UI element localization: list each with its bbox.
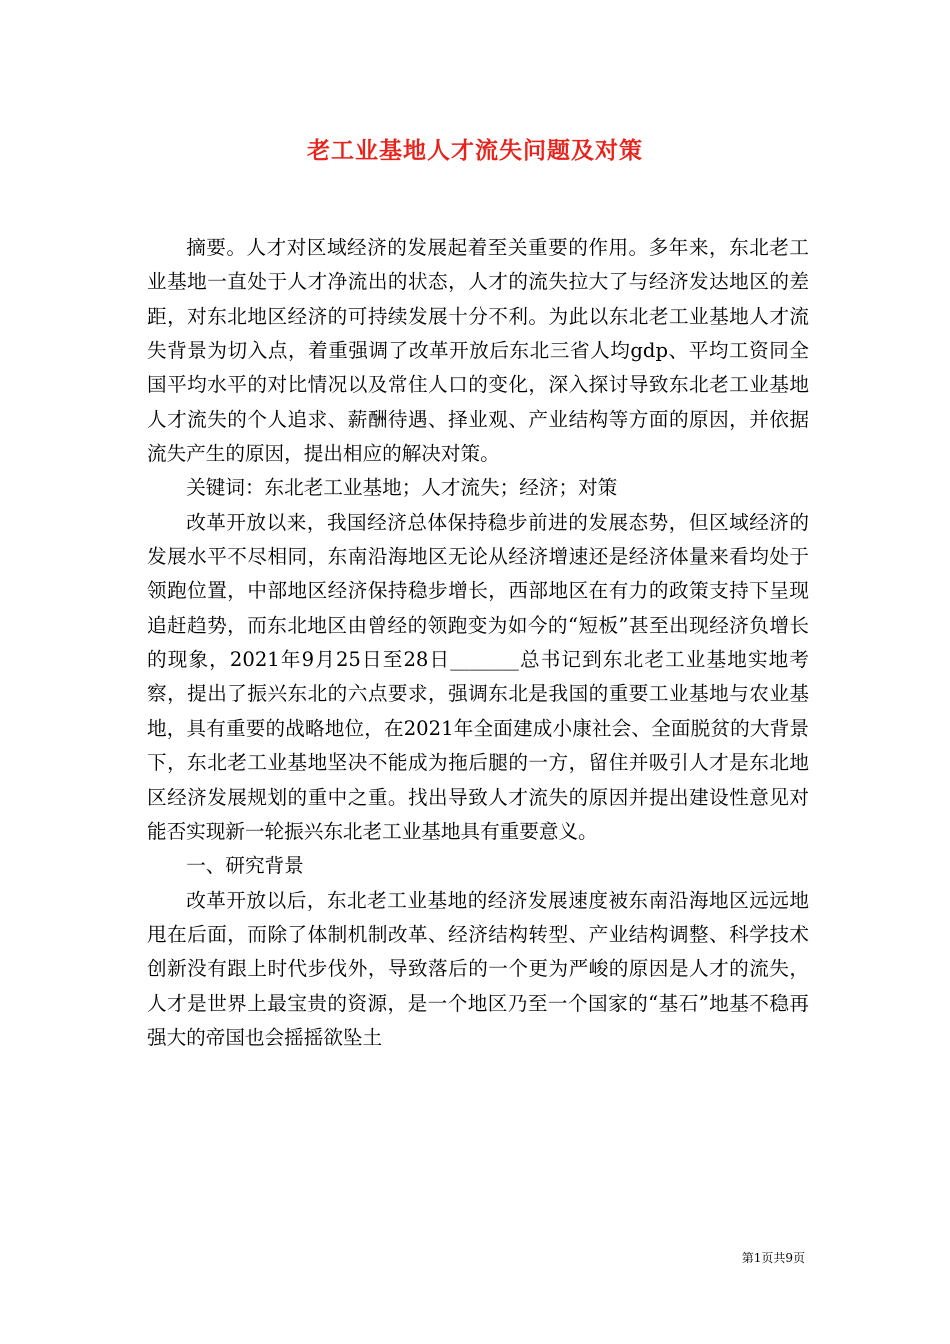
intro-paragraph: 改革开放以来，我国经济总体保持稳步前进的发展态势，但区域经济的发展水平不尽相同，东南沿海地区无论从经济增速还是经济体量来看均处于领跑位置，中部地区经济保持稳步增长，西部地区在有力的政策支持下呈现追赶趋势，而东北地区由曾经的领跑变为如今的“短板”甚至出现经济负增长的现象，2021年9月25日至28日_______总书记到东北老工业基地实地考察，提出了振兴东北的六点要求，强调东北是我国的重要工业基地与农业基地，具有重要的战略地位，在2021年全面建成小康社会、全面脱贫的大背景下，东北老工业基地坚决不能成为拖后腿的一方，留住并吸引人才是东北地区经济发展规划的重中之重。找出导致人才流失的原因并提出建设性意见对能否实现新一轮振兴东北老工业基地具有重要意义。 xyxy=(147,510,809,843)
document-body xyxy=(147,231,809,1055)
abstract-paragraph: 摘要。人才对区域经济的发展起着至关重要的作用。多年来，东北老工业基地一直处于人才净流出的状态，人才的流失拉大了与经济发达地区的差距，对东北地区经济的可持续发展十分不利。为此以东北老工业基地人才流失背景为切入点，着重强调了改革开放后东北三省人均gdp、平均工资同全国平均水平的对比情况以及常住人口的变化，深入探讨导致东北老工业基地人才流失的个人追求、薪酬待遇、择业观、产业结构等方面的原因，并依据流失产生的原因，提出相应的解决对策。 xyxy=(147,236,809,466)
page-number: 第1页共9页 xyxy=(741,1251,805,1265)
document-title: 老工业基地人才流失问题及对策 xyxy=(307,137,643,164)
keywords-paragraph: 关键词：东北老工业基地；人才流失；经济；对策 xyxy=(186,476,618,500)
section-heading: 一、研究背景 xyxy=(186,854,304,878)
background-paragraph: 改革开放以后，东北老工业基地的经济发展速度被东南沿海地区远远地甩在后面，而除了体制机制改革、经济结构转型、产业结构调整、科学技术创新没有跟上时代步伐外，导致落后的一个更为严峻的原因是人才的流失，人才是世界上最宝贵的资源，是一个地区乃至一个国家的“基石”地基不稳再强大的帝国也会摇摇欲坠土 xyxy=(147,888,809,1049)
